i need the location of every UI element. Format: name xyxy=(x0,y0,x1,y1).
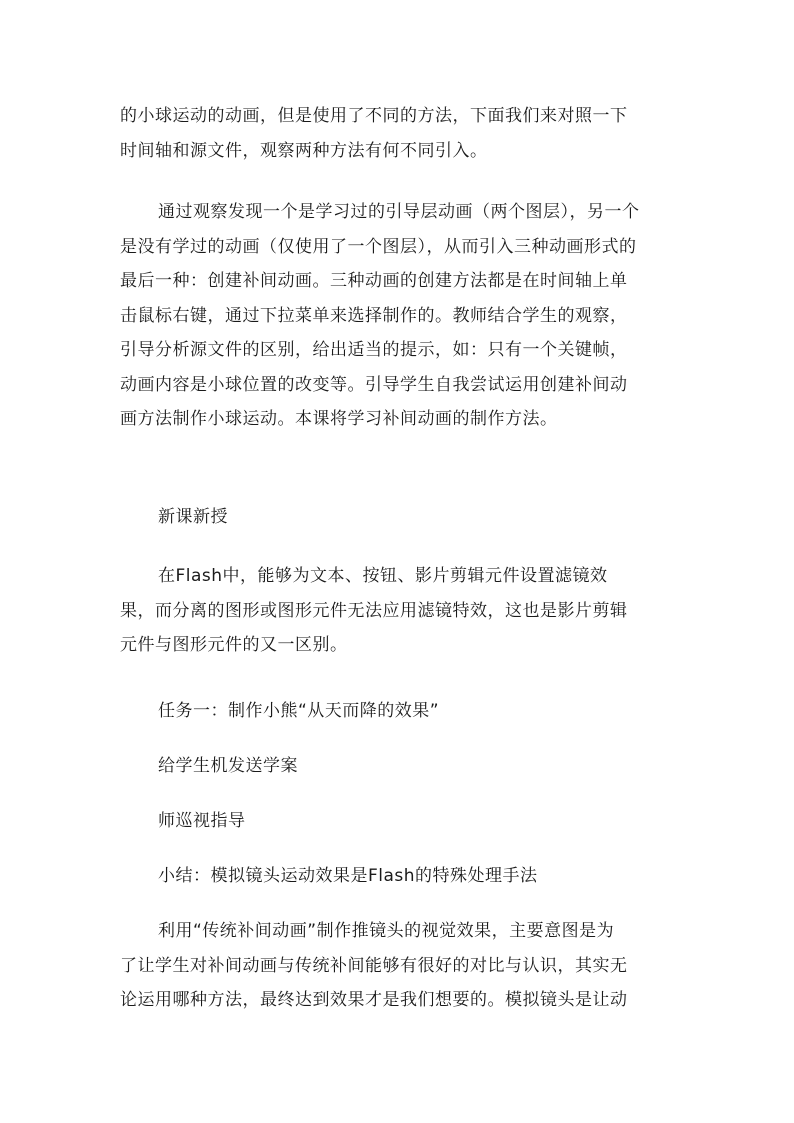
text-line: 师巡视指导 xyxy=(158,811,246,831)
text-line: 最后一种：创建补间动画。三种动画的创建方法都是在时间轴上单 xyxy=(120,271,628,291)
text-line: 给学生机发送学案 xyxy=(158,756,298,776)
text-line: 是没有学过的动画（仅使用了一个图层），从而引入三种动画形式的 xyxy=(120,236,637,257)
paragraph-2 xyxy=(120,195,680,437)
text-line: 果，而分离的图形或图形元件无法应用滤镜特效，这也是影片剪辑 xyxy=(120,600,628,621)
paragraph-3 xyxy=(120,500,680,535)
text-line: 引导分析源文件的区别，给出适当的提示，如：只有一个关键帧， xyxy=(120,340,628,360)
section-heading: 新课新授 xyxy=(158,507,228,527)
paragraph-7 xyxy=(120,804,680,839)
paragraph-1 xyxy=(120,99,680,168)
paragraph-4 xyxy=(120,559,680,663)
text-line: 元件与图形元件的又一区别。 xyxy=(120,635,348,655)
text-line: 动画内容是小球位置的改变等。引导学生自我尝试运用创建补间动 xyxy=(120,374,628,395)
paragraph-9 xyxy=(120,914,680,1018)
paragraph-6 xyxy=(120,749,680,784)
text-line: 的小球运动的动画，但是使用了不同的方法，下面我们来对照一下 xyxy=(120,106,628,126)
text-line: 通过观察发现一个是学习过的引导层动画（两个图层），另一个 xyxy=(158,202,640,222)
paragraph-8 xyxy=(120,859,680,894)
text-line: 利用“传统补间动画”制作推镜头的视觉效果，主要意图是为 xyxy=(158,921,615,941)
text-line: 论运用哪种方法，最终达到效果才是我们想要的。模拟镜头是让动 xyxy=(120,990,628,1010)
text-line: 画方法制作小球运动。本课将学习补间动画的制作方法。 xyxy=(120,409,558,429)
text-line: 时间轴和源文件，观察两种方法有何不同引入。 xyxy=(120,140,488,161)
paragraph-5 xyxy=(120,694,680,729)
text-line: 击鼠标右键，通过下拉菜单来选择制作的。教师结合学生的观察， xyxy=(120,305,628,326)
text-line: 在Flash中，能够为文本、按钮、影片剪辑元件设置滤镜效 xyxy=(158,566,608,586)
summary-line: 小结：模拟镜头运动效果是Flash的特殊处理手法 xyxy=(158,866,538,886)
task-title: 任务一：制作小熊“从天而降的效果” xyxy=(158,701,440,721)
text-line: 了让学生对补间动画与传统补间能够有很好的对比与认识，其实无 xyxy=(120,955,628,976)
